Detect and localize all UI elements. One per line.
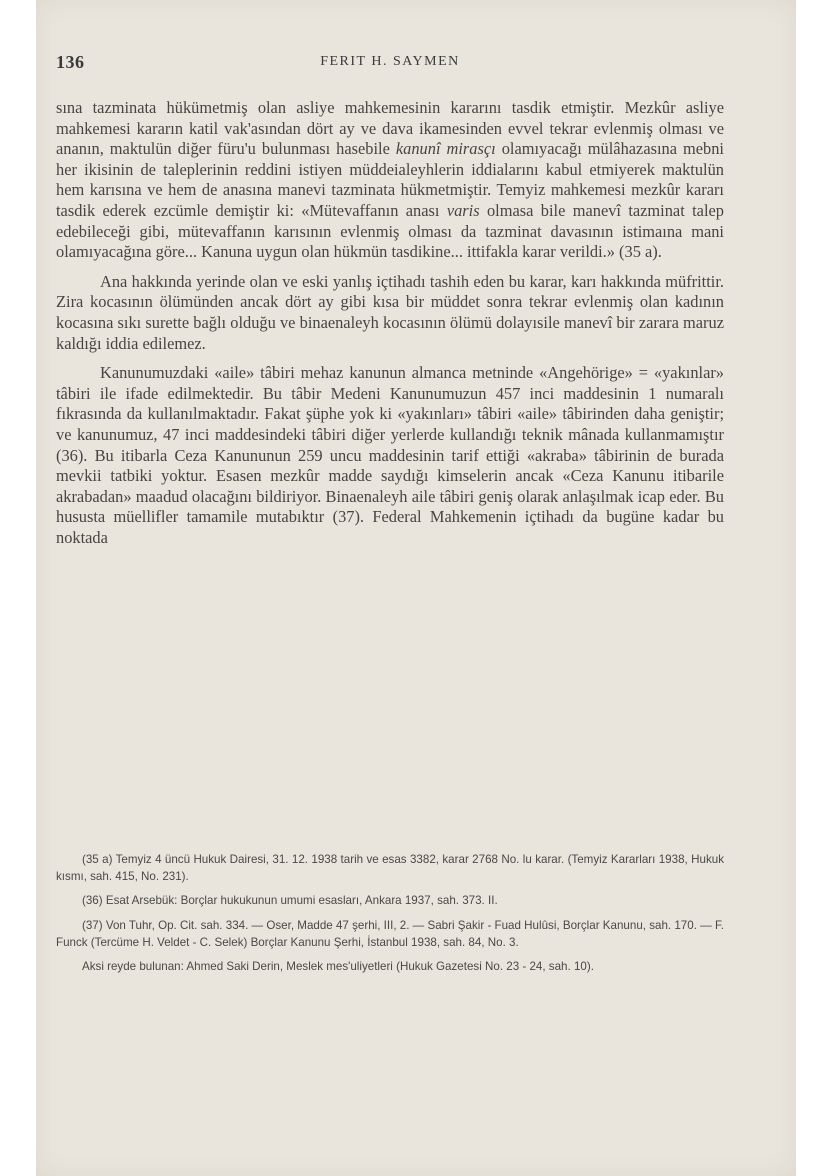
paragraph-1-part-3: olmasa bile manevî tazminat talep edebileceği gibi, mütevaffanın karısının evlenmiş olması da tazminat davasının istimaına mani olamıyacağına göre... Kanuna uygun olan hükmün tasdikine... ittifakla karar verildi.» (35 a). (56, 200, 724, 262)
running-head-author: FERIT H. SAYMEN (320, 54, 460, 69)
page-number: 136 (56, 52, 85, 72)
paragraph-1-part-1: sına tazminata hükümetmiş olan asliye mahkemesinin kararını tasdik etmiştir. Mezkûr asliye mahkemesi kararın katil vak'asından dört ay ve dava ikamesinden evvel tekrar evlenmiş olması ve ananın, maktulün diğer füru'u bulunması hasebile (56, 98, 724, 159)
paragraph-3: Kanunumuzdaki «aile» tâbiri mehaz kanunun almanca metninde «Angehörige» = «yakınlar» tâbiri ile ifade edilmektedir. Bu tâbir Medeni Kanunumuzun 457 inci maddesinin 1 numaralı fıkrasında da kullanılmaktadır. Fakat şüphe yok ki «yakınları» tâbiri «aile» tâbirinden daha geniştir; ve kanunumuz, 47 inci maddesindeki tâbiri diğer yerlerde kullandığı teknik mânada kullanmamıştır (36). Bu itibarla Ceza Kanununun 259 uncu maddesinin tarif ettiği «akraba» tâbirinin de burada mevkii tatbiki yoktur. Esasen mezkûr madde saydığı kimselerin ancak «Ceza Kanunu itibarile akrabadan» maadud olacağını bildiriyor. Binaenaleyh aile tâbiri geniş olarak anlaşılmak icap eder. Bu hususta müellifler tamamile mutabıktır (37). Federal Mahkemenin içtihadı da bugüne kadar bu noktada (56, 363, 724, 547)
paragraph-1-italic-term-1: kanunî mirasçı (395, 139, 496, 159)
paragraph-1 (56, 98, 724, 263)
scan-left-margin (0, 0, 36, 1176)
body-text (56, 98, 724, 548)
page-header (56, 52, 724, 76)
footnotes (56, 851, 724, 975)
footnote-35a: (35 a) Temyiz 4 üncü Hukuk Dairesi, 31. 12. 1938 tarih ve esas 3382, karar 2768 No. lu karar. (Temyiz Kararları 1938, Hukuk kısmı, sah. 415, No. 231). (56, 853, 724, 884)
footnote-37-contrary-view: Aksi reyde bulunan: Ahmed Saki Derin, Meslek mes'uliyetleri (Hukuk Gazetesi No. 23 - 24, sah. 10). (82, 960, 594, 974)
paragraph-1-part-2: olamıyacağı mülâhazasına mebni her ikisinin de taleplerinin reddini istiyen müddeialeyhlerin iddialarını kabul etmiyerek maktulün hem karısına ve hem de anasına manevi tazminata hükmetmiştir. Temyiz mahkemesi mezkûr kararı tasdik ederek ezcümle demiştir ki: «Mütevaffanın anası (56, 139, 724, 220)
scan-right-margin (796, 0, 837, 1176)
paragraph-1-italic-term-2: varis (446, 200, 480, 220)
footnote-36: (36) Esat Arsebük: Borçlar hukukunun umumi esasları, Ankara 1937, sah. 373. II. (82, 894, 498, 908)
paragraph-2: Ana hakkında yerinde olan ve eski yanlış içtihadı tashih eden bu karar, karı hakkında müfrittir. Zira kocasının ölümünden ancak dört ay gibi kısa bir müddet sonra tekrar evlenmiş olan kadının kocasına sıkı surette bağlı olduğu ve binaenaleyh kocasının ölümü dolayısile manevî bir zarara maruz kaldığı iddia edilemez. (56, 271, 724, 353)
footnote-37: (37) Von Tuhr, Op. Cit. sah. 334. — Oser, Madde 47 şerhi, III, 2. — Sabri Şakir - Fuad Hulûsi, Borçlar Kanunu, sah. 170. — F. Funck (Tercüme H. Veldet - C. Selek) Borçlar Kanunu Şerhi, İstanbul 1938, sah. 84, No. 3. (56, 918, 724, 949)
